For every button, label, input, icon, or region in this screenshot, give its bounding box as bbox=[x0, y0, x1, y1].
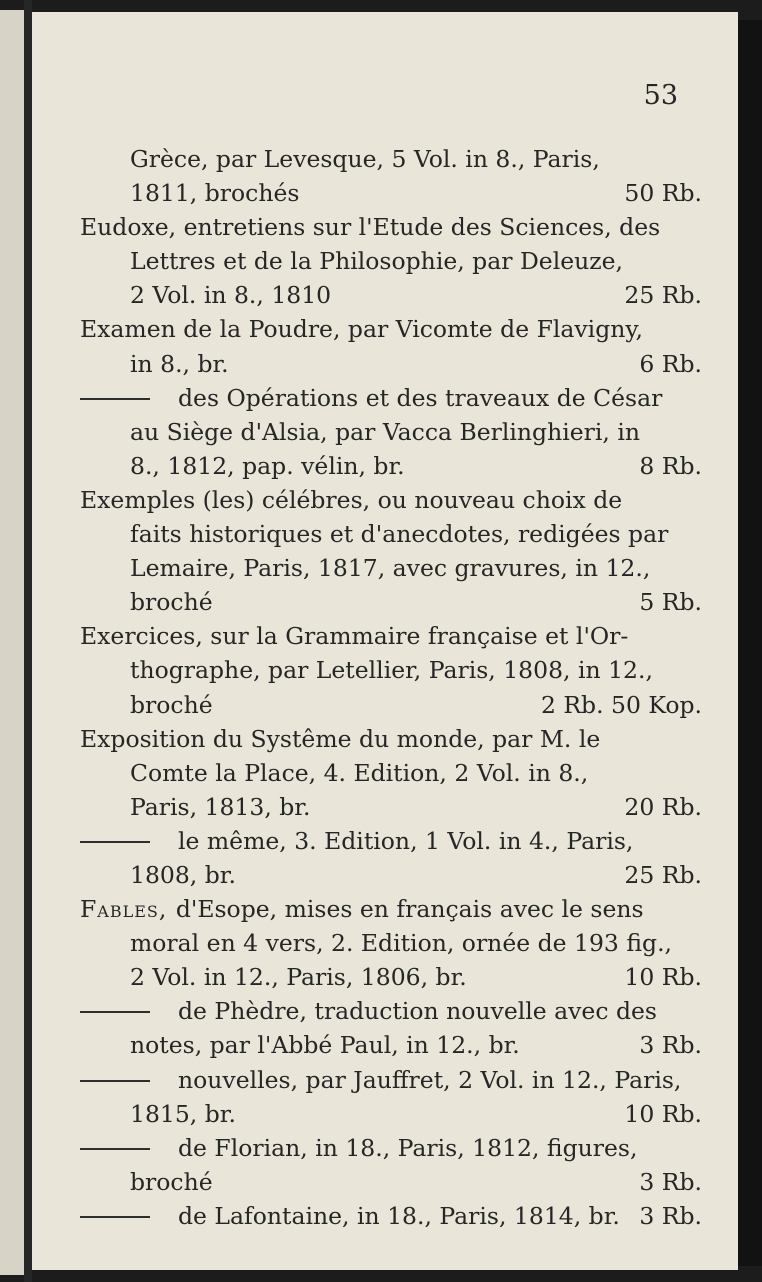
catalog-entry bbox=[80, 1199, 702, 1233]
catalog-entry bbox=[80, 210, 702, 312]
entry-line bbox=[80, 653, 702, 687]
entry-line bbox=[80, 210, 702, 244]
ditto-dash bbox=[80, 398, 150, 400]
catalog-entry bbox=[80, 892, 702, 994]
ditto-dash bbox=[80, 1216, 150, 1218]
entry-text: de Florian, in 18., Paris, 1812, figures, bbox=[80, 1131, 637, 1165]
entry-text: Lemaire, Paris, 1817, avec gravures, in 12., bbox=[130, 554, 651, 583]
dark-background-edge bbox=[738, 20, 762, 1266]
catalog-entry bbox=[80, 1063, 702, 1131]
entry-price: 5 Rb. bbox=[639, 588, 702, 617]
entry-line bbox=[80, 176, 702, 210]
entry-line bbox=[80, 1199, 702, 1233]
entry-text: de Phèdre, traduction nouvelle avec des bbox=[80, 994, 657, 1028]
entry-price: 3 Rb. bbox=[639, 1201, 702, 1230]
entry-title: Eudoxe, bbox=[80, 213, 184, 242]
entry-title: Exposition bbox=[80, 724, 213, 753]
entry-line bbox=[80, 756, 702, 790]
entry-line bbox=[80, 994, 702, 1028]
entry-line bbox=[80, 381, 702, 415]
entry-line bbox=[80, 483, 702, 517]
entry-line bbox=[80, 1028, 702, 1062]
entry-price: 20 Rb. bbox=[624, 792, 702, 821]
entry-line bbox=[80, 1063, 702, 1097]
entry-title: Exercices, bbox=[80, 622, 211, 651]
entry-text: Exemples (les) célébres, ou nouveau choix de bbox=[80, 485, 623, 514]
entry-text: nouvelles, par Jauffret, 2 Vol. in 12., Paris, bbox=[80, 1063, 681, 1097]
entry-title: Fables, bbox=[80, 895, 176, 924]
entry-line bbox=[80, 1131, 702, 1165]
entry-text: des Opérations et des traveaux de César bbox=[80, 381, 662, 415]
entry-line bbox=[80, 858, 702, 892]
entry-line bbox=[80, 312, 702, 346]
catalog-entry bbox=[80, 1131, 702, 1199]
entry-price: 25 Rb. bbox=[624, 281, 702, 310]
entry-text: de Lafontaine, in 18., Paris, 1814, br. bbox=[80, 1199, 620, 1233]
entry-text: Eudoxe, entretiens sur l'Etude des Sciences, des bbox=[80, 213, 661, 242]
entry-line bbox=[80, 244, 702, 278]
entry-line bbox=[80, 790, 702, 824]
entry-text: notes, par l'Abbé Paul, in 12., br. bbox=[130, 1031, 520, 1060]
entry-line bbox=[80, 347, 702, 381]
entry-line bbox=[80, 892, 702, 926]
entry-title: Exemples bbox=[80, 485, 203, 514]
ditto-dash bbox=[80, 1011, 150, 1013]
entry-price: 3 Rb. bbox=[639, 1167, 702, 1196]
entry-text: Grèce, par Levesque, 5 Vol. in 8., Paris, bbox=[130, 145, 600, 173]
entry-text: broché bbox=[130, 588, 213, 617]
entry-price: 25 Rb. bbox=[624, 860, 702, 889]
entry-title: Examen bbox=[80, 315, 184, 344]
entry-text: Examen de la Poudre, par Vicomte de Flavigny, bbox=[80, 315, 643, 344]
entry-text: broché bbox=[130, 1167, 213, 1196]
entry-line bbox=[80, 960, 702, 994]
entry-text: au Siège d'Alsia, par Vacca Berlinghieri, in bbox=[130, 417, 640, 446]
entry-line bbox=[80, 619, 702, 653]
entry-line bbox=[80, 1165, 702, 1199]
entry-line bbox=[80, 517, 702, 551]
entry-text: 1808, br. bbox=[130, 860, 236, 889]
entry-text: Fables, d'Esope, mises en français avec le sens bbox=[80, 895, 644, 924]
catalog-entry bbox=[80, 312, 702, 380]
entry-text: 1811, brochés bbox=[130, 179, 300, 208]
entry-line bbox=[80, 585, 702, 619]
ditto-dash bbox=[80, 1080, 150, 1082]
entry-text: Lettres et de la Philosophie, par Deleuze, bbox=[130, 247, 624, 276]
catalog-entries bbox=[80, 142, 702, 1233]
entry-text: 8., 1812, pap. vélin, br. bbox=[130, 451, 405, 480]
entry-price: 50 Rb. bbox=[624, 179, 702, 208]
entry-line bbox=[80, 1097, 702, 1131]
entry-price: 8 Rb. bbox=[639, 451, 702, 480]
catalog-entry bbox=[80, 824, 702, 892]
entry-line bbox=[80, 551, 702, 585]
ditto-dash bbox=[80, 841, 150, 843]
facing-page-edge bbox=[0, 10, 24, 1275]
entry-line bbox=[80, 824, 702, 858]
entry-text: Comte la Place, 4. Edition, 2 Vol. in 8., bbox=[130, 758, 589, 787]
entry-text: Exposition du Systême du monde, par M. le bbox=[80, 724, 601, 753]
catalog-entry bbox=[80, 722, 702, 824]
page-number: 53 bbox=[643, 80, 678, 111]
entry-price: 10 Rb. bbox=[624, 1099, 702, 1128]
entry-text: faits historiques et d'anecdotes, redigées par bbox=[130, 520, 669, 549]
entry-price: 2 Rb. 50 Kop. bbox=[540, 690, 702, 719]
entry-text: le même, 3. Edition, 1 Vol. in 4., Paris, bbox=[80, 824, 633, 858]
entry-text: moral en 4 vers, 2. Edition, ornée de 193 fig., bbox=[130, 929, 673, 958]
entry-line bbox=[80, 688, 702, 722]
entry-line bbox=[80, 722, 702, 756]
catalog-entry bbox=[80, 142, 702, 210]
entry-text: 1815, br. bbox=[130, 1099, 236, 1128]
entry-line bbox=[80, 415, 702, 449]
entry-text: Paris, 1813, br. bbox=[130, 792, 311, 821]
entry-text: 2 Vol. in 8., 1810 bbox=[130, 281, 332, 310]
catalog-page bbox=[32, 12, 738, 1270]
catalog-entry bbox=[80, 381, 702, 483]
entry-text: 2 Vol. in 12., Paris, 1806, br. bbox=[130, 963, 467, 992]
entry-line bbox=[80, 449, 702, 483]
entry-text: in 8., br. bbox=[130, 349, 229, 378]
entry-line bbox=[80, 142, 702, 176]
catalog-entry bbox=[80, 994, 702, 1062]
catalog-entry bbox=[80, 483, 702, 619]
entry-price: 3 Rb. bbox=[639, 1031, 702, 1060]
entry-text: broché bbox=[130, 690, 213, 719]
entry-text: Exercices, sur la Grammaire française et l'Or- bbox=[80, 622, 629, 651]
catalog-entry bbox=[80, 619, 702, 721]
ditto-dash bbox=[80, 1148, 150, 1150]
entry-line bbox=[80, 926, 702, 960]
entry-price: 6 Rb. bbox=[639, 349, 702, 378]
entry-line bbox=[80, 278, 702, 312]
entry-price: 10 Rb. bbox=[624, 963, 702, 992]
entry-text: thographe, par Letellier, Paris, 1808, in 12., bbox=[130, 656, 653, 685]
book-gutter bbox=[24, 0, 32, 1282]
